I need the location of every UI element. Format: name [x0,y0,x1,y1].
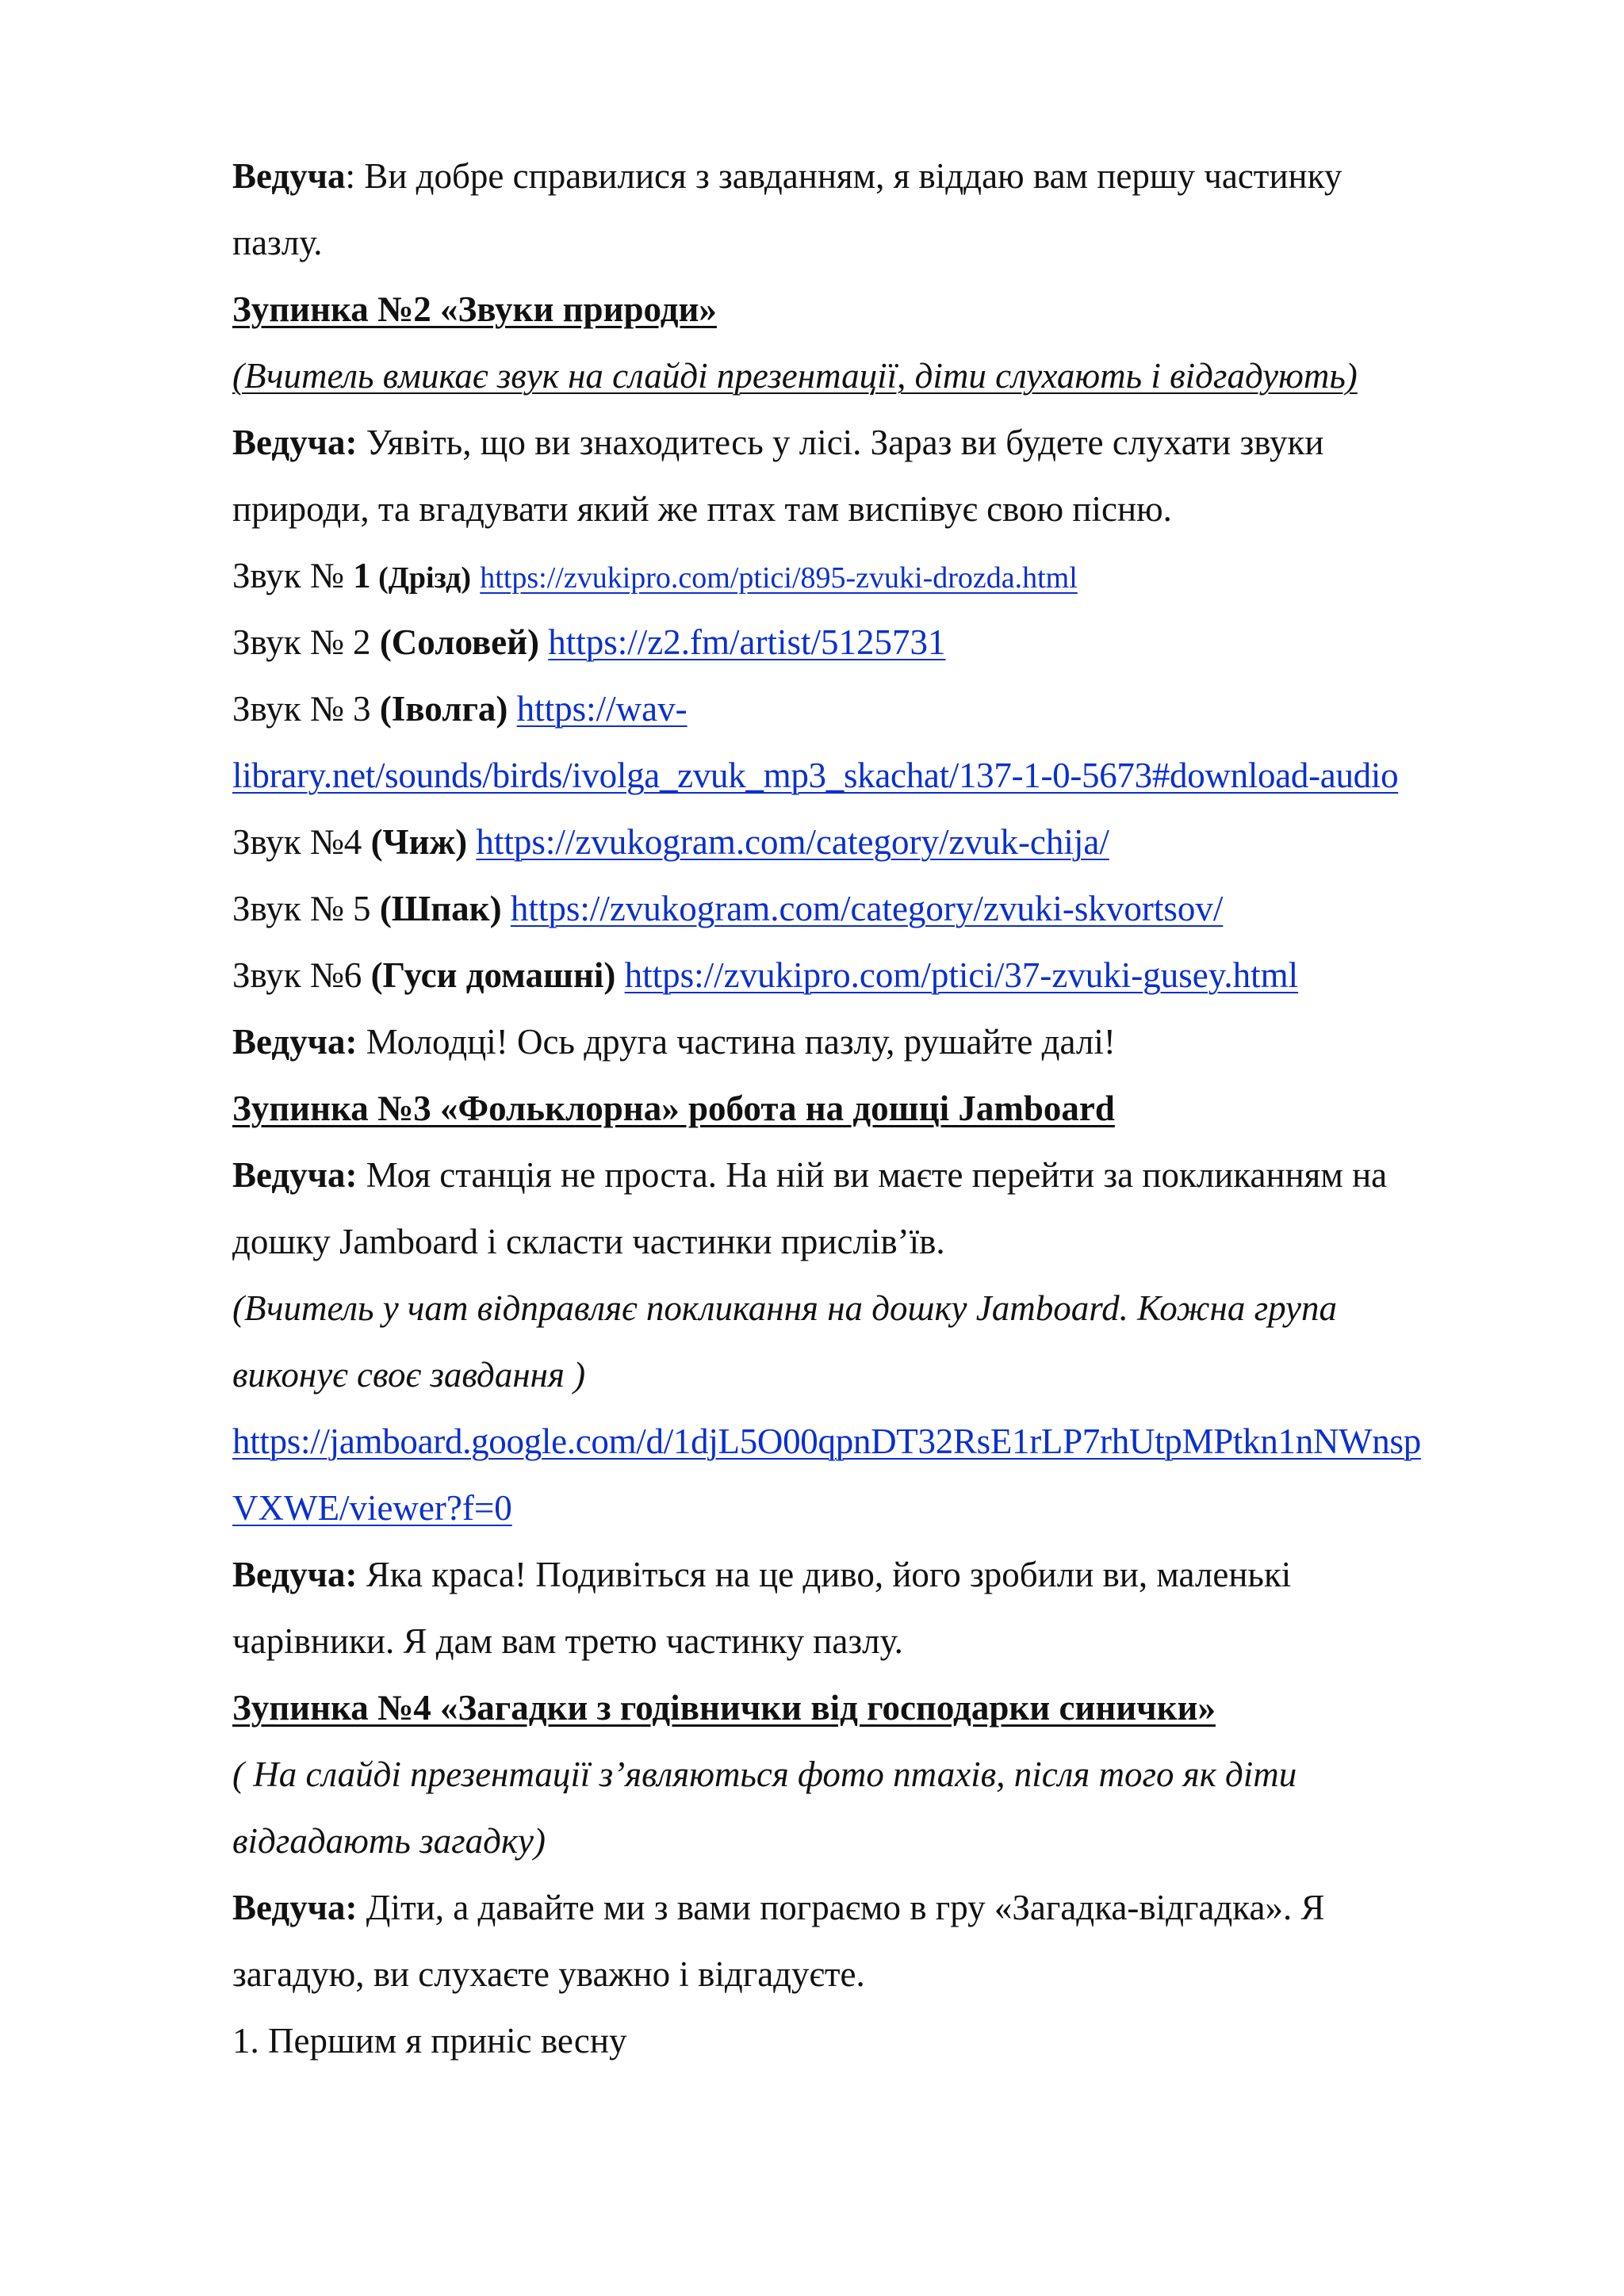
sound-number: 1 [353,556,371,595]
paragraph-line [232,1885,1324,1930]
section-heading-stop-2: Зупинка №2 «Звуки природи» [232,289,717,329]
bird-name: (Дрізд) [370,561,472,595]
riddle-item-1: 1. Першим я приніс весну [232,2021,627,2061]
instruction-text: ( На слайді презентації з’являються фото птахів, після того як діти [232,1755,1297,1794]
paragraph-text: Яка краса! Подивіться на це диво, його зробили ви, маленькі [357,1555,1292,1594]
sound-line-2 [232,620,946,664]
paragraph-line [232,1153,1387,1197]
sound-prefix: Звук № 5 [232,889,380,928]
bird-name: (Чиж) [370,822,468,862]
sound-line-1 [232,553,1078,600]
paragraph-line [232,487,1172,531]
sound-line-3 [232,687,688,731]
sound-prefix: Звук №6 [232,955,371,995]
paragraph-text: пазлу. [232,223,323,262]
bird-name: (Іволга) [379,689,508,729]
sound-prefix: Звук № [232,556,354,595]
sound-prefix: Звук № 3 [232,689,380,729]
bird-name: (Гуси домашні) [370,955,616,995]
sound-line-6 [232,953,1298,997]
paragraph-text: дошку Jamboard і скласти частинки прислів’їв. [232,1222,945,1261]
bird-name: (Соловей) [379,622,540,662]
sound-link-4[interactable]: https://zvukogram.com/category/zvuk-chija/ [476,822,1109,862]
jamboard-link-continued[interactable]: VXWE/viewer?f=0 [232,1488,512,1528]
paragraph-text: Молодці! Ось друга частина пазлу, рушайте далі! [357,1022,1116,1062]
sound-link-3-continued[interactable]: library.net/sounds/birds/ivolga_zvuk_mp3_skachat/137-1-0-5673#download-audio [232,756,1399,795]
paragraph-line [232,1020,1116,1064]
paragraph-line [232,1552,1291,1597]
sound-line-5 [232,886,1223,931]
bird-name: (Шпак) [379,889,502,928]
jamboard-link-line-continued [232,1486,512,1530]
paragraph-text: загадую, ви слухаєте уважно і відгадуєте. [232,1954,865,1994]
speaker-label: Ведуча: [232,1888,358,1927]
sound-link-1[interactable]: https://zvukipro.com/ptici/895-zvuki-drozda.html [480,561,1078,595]
sound-link-2[interactable]: https://z2.fm/artist/5125731 [548,622,946,662]
sound-link-6[interactable]: https://zvukipro.com/ptici/37-zvuki-gusey.html [624,955,1299,995]
paragraph-line [232,420,1323,465]
speaker-label: Ведуча: [232,1555,358,1594]
sound-line-3-continued [232,753,1398,798]
paragraph-text: Уявіть, що ви знаходитесь у лісі. Зараз ви будете слухати звуки [357,423,1324,462]
sound-prefix: Звук №4 [232,822,371,862]
paragraph-line [232,1619,903,1663]
speaker-label: Ведуча [232,156,346,196]
section-heading-stop-3: Зупинка №3 «Фольклорна» робота на дошці Jamboard [232,1089,1115,1128]
jamboard-link[interactable]: https://jamboard.google.com/d/1djL5O00qpnDT32RsE1rLP7rhUtpMPtkn1nNWnsp [232,1422,1421,1461]
paragraph-text: Моя станція не проста. На ній ви маєте перейти за покликанням на [357,1155,1388,1195]
instruction-text: виконує своє завдання ) [232,1355,586,1395]
paragraph-line [232,1219,945,1264]
sound-line-4 [232,820,1109,864]
instruction-text: (Вчитель вмикає звук на слайді презентації, діти слухають і відгадують) [232,356,1358,396]
section-heading-stop-4: Зупинка №4 «Загадки з годівнички від господарки синички» [232,1688,1216,1728]
speaker-label: Ведуча: [232,1155,358,1195]
speaker-label: Ведуча: [232,1022,358,1062]
sound-link-5[interactable]: https://zvukogram.com/category/zvuki-skvortsov/ [510,889,1224,928]
instruction-text: відгадають загадку) [232,1821,546,1861]
paragraph-line [232,154,1342,198]
sound-link-3[interactable]: https://wav- [516,689,688,729]
paragraph-line [232,1952,865,1996]
instruction-text: (Вчитель у чат відправляє покликання на дошку Jamboard. Кожна група [232,1288,1338,1328]
paragraph-text: Діти, а давайте ми з вами пограємо в гру «Загадка-відгадка». Я [357,1888,1325,1927]
sound-prefix: Звук № 2 [232,622,380,662]
paragraph-text: : Ви добре справилися з завданням, я віддаю вам першу частинку [345,156,1342,196]
paragraph-text: чарівники. Я дам вам третю частинку пазлу. [232,1621,903,1661]
speaker-label: Ведуча: [232,423,358,462]
paragraph-line [232,220,323,265]
jamboard-link-line [232,1419,1421,1464]
paragraph-text: природи, та вгадувати який же птах там виспівує свою пісню. [232,489,1172,529]
